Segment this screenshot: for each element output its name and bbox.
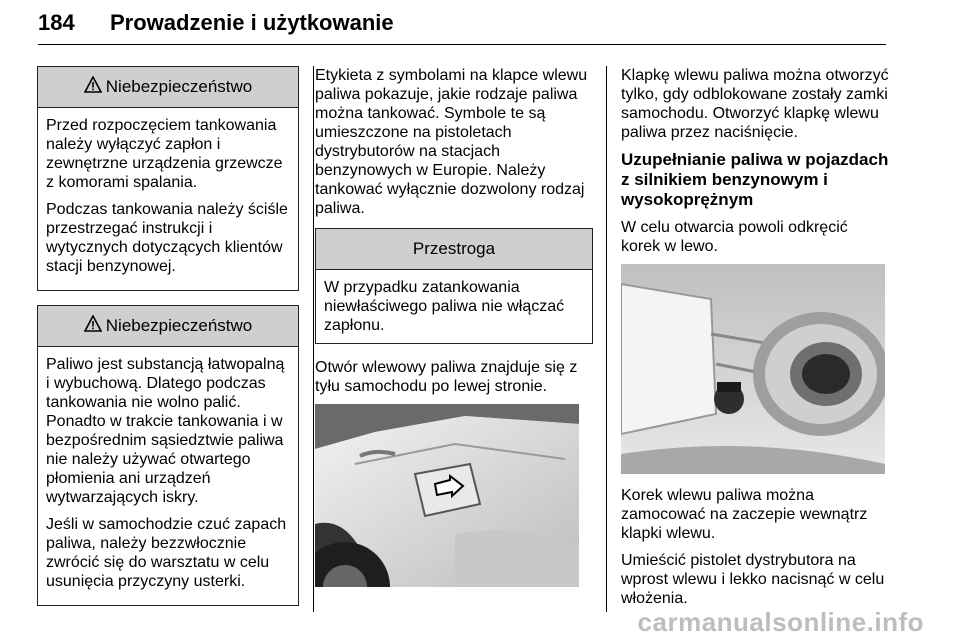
cap-step-3: Umieścić pistolet dystrybutora na wprost wlewu i lekko nacisnąć w celu włożenia. — [621, 552, 885, 607]
warning-triangle-icon — [84, 315, 102, 337]
warning-box-2 — [37, 305, 299, 606]
column-left — [37, 66, 299, 620]
fuel-label-paragraph: Etykieta z symbolami na klapce wlewu paliwa pokazuje, jakie rodzaje paliwa można tankować. Symbole te są umieszczone na pistoletach dystrybutorów na stacjach benzynowych w Europie. Należy tankować wyłącznie dozwolony rodzaj paliwa. — [315, 67, 588, 217]
cap-step-1: W celu otwarcia powoli odkręcić korek w lewo. — [621, 219, 848, 255]
warning-box-header — [38, 306, 298, 347]
watermark: carmanualsonline.info — [637, 607, 924, 637]
filler-location-paragraph: Otwór wlewowy paliwa znajduje się z tyłu samochodu po lewej stronie. — [315, 359, 578, 395]
page-header — [38, 6, 886, 45]
warning-box-1 — [37, 66, 299, 291]
warning-box-header — [38, 67, 298, 108]
warning-text: Podczas tankowania należy ściśle przestrzegać instrukcji i wytycznych dotyczących klientów stacji benzynowej. — [46, 201, 288, 275]
column-middle — [315, 66, 593, 587]
caution-title: Przestroga — [412, 239, 496, 258]
page-number: 184 — [38, 10, 75, 35]
warning-text: Paliwo jest substancją łatwopalną i wybuchową. Dlatego podczas tankowania nie wolno palić. Ponadto w trakcie tankowania i w bezpośrednim sąsiedztwie paliwa nie należy używać otwartego płomienia ani urządzeń wytwarzających iskry. — [46, 356, 285, 506]
caution-box — [315, 228, 593, 344]
column-divider — [606, 66, 607, 612]
caution-text: W przypadku zatankowania niewłaściwego paliwa nie włączać zapłonu. — [324, 279, 565, 334]
warning-text: Jeśli w samochodzie czuć zapach paliwa, należy bezzwłocznie zwrócić się do warsztatu w celu usunięcia przyczyny usterki. — [46, 516, 287, 590]
column-divider — [313, 66, 314, 612]
warning-text: Przed rozpoczęciem tankowania należy wyłączyć zapłon i zewnętrzne urządzenia grzewcze z komorami spalania. — [46, 117, 283, 191]
column-right — [621, 66, 889, 616]
warning-title: Niebezpieczeństwo — [105, 316, 253, 335]
cap-step-2: Korek wlewu paliwa można zamocować na zaczepie wewnątrz klapki wlewu. — [621, 487, 868, 542]
warning-triangle-icon — [84, 76, 102, 98]
warning-title: Niebezpieczeństwo — [105, 77, 253, 96]
flap-open-paragraph: Klapkę wlewu paliwa można otworzyć tylko, gdy odblokowane zostały zamki samochodu. Otworzyć klapkę wlewu paliwa przez naciśnięcie. — [621, 67, 889, 141]
page-title: Prowadzenie i użytkowanie — [110, 10, 394, 35]
fuel-cap-photo — [621, 264, 885, 474]
caution-box-header — [316, 229, 592, 270]
car-fuel-flap-photo — [315, 404, 579, 587]
section-heading: Uzupełnianie paliwa w pojazdach z silnikiem benzynowym i wysokoprężnym — [621, 150, 889, 209]
